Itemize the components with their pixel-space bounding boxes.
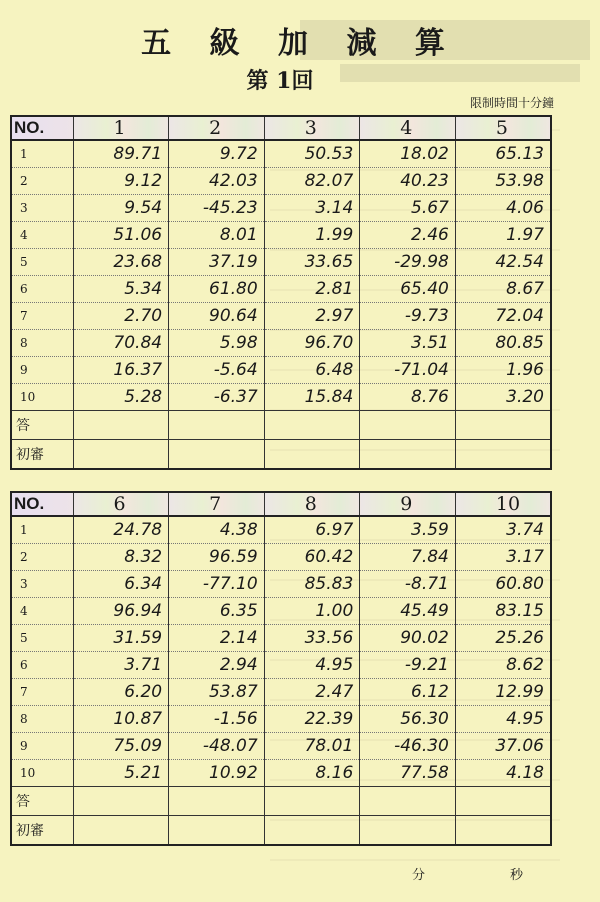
value-cell: 8.76 [360, 384, 456, 411]
table-row [11, 598, 551, 625]
row-number: 8 [11, 706, 73, 733]
table-row [11, 760, 551, 787]
value-cell: -45.23 [169, 195, 265, 222]
value-cell: 33.56 [264, 625, 360, 652]
value-cell: 6.35 [169, 598, 265, 625]
value-cell: 80.85 [455, 330, 551, 357]
review-cell[interactable] [360, 440, 456, 470]
value-cell: 1.96 [455, 357, 551, 384]
value-cell: 8.16 [264, 760, 360, 787]
review-cell[interactable] [73, 440, 169, 470]
row-number: 9 [11, 357, 73, 384]
value-cell: 16.37 [73, 357, 169, 384]
answer-label: 答 [11, 411, 73, 440]
value-cell: 72.04 [455, 303, 551, 330]
row-number: 1 [11, 140, 73, 168]
table-row [11, 168, 551, 195]
review-cell[interactable] [360, 816, 456, 846]
value-cell: 2.81 [264, 276, 360, 303]
column-header: 4 [360, 116, 456, 140]
value-cell: 77.58 [360, 760, 456, 787]
answer-cell[interactable] [73, 411, 169, 440]
value-cell: 7.84 [360, 544, 456, 571]
value-cell: 18.02 [360, 140, 456, 168]
value-cell: 65.13 [455, 140, 551, 168]
row-number: 9 [11, 733, 73, 760]
time-limit-note: 限制時間十分鐘 [469, 96, 554, 110]
table-header-row [11, 116, 551, 140]
review-cell[interactable] [455, 440, 551, 470]
value-cell: -48.07 [169, 733, 265, 760]
answer-cell[interactable] [169, 411, 265, 440]
value-cell: -77.10 [169, 571, 265, 598]
value-cell: 8.62 [455, 652, 551, 679]
value-cell: 40.23 [360, 168, 456, 195]
value-cell: 56.30 [360, 706, 456, 733]
table-row [11, 544, 551, 571]
value-cell: 5.21 [73, 760, 169, 787]
row-number: 10 [11, 760, 73, 787]
value-cell: 10.87 [73, 706, 169, 733]
table-row [11, 249, 551, 276]
value-cell: 2.94 [169, 652, 265, 679]
exercise-table-2 [10, 491, 552, 846]
value-cell: 5.28 [73, 384, 169, 411]
value-cell: 8.32 [73, 544, 169, 571]
value-cell: 37.19 [169, 249, 265, 276]
value-cell: 4.18 [455, 760, 551, 787]
seconds-label: 秒 [510, 868, 524, 883]
value-cell: -71.04 [360, 357, 456, 384]
value-cell: 96.59 [169, 544, 265, 571]
answer-cell[interactable] [455, 787, 551, 816]
value-cell: 50.53 [264, 140, 360, 168]
value-cell: 6.12 [360, 679, 456, 706]
review-cell[interactable] [169, 440, 265, 470]
review-row [11, 816, 551, 846]
row-number: 7 [11, 303, 73, 330]
review-cell[interactable] [73, 816, 169, 846]
value-cell: 75.09 [73, 733, 169, 760]
value-cell: 42.03 [169, 168, 265, 195]
value-cell: 5.98 [169, 330, 265, 357]
table-row [11, 195, 551, 222]
answer-row [11, 787, 551, 816]
table-row [11, 357, 551, 384]
value-cell: 3.14 [264, 195, 360, 222]
value-cell: 51.06 [73, 222, 169, 249]
table-row [11, 652, 551, 679]
value-cell: 4.95 [264, 652, 360, 679]
value-cell: 45.49 [360, 598, 456, 625]
value-cell: 8.01 [169, 222, 265, 249]
row-number: 3 [11, 571, 73, 598]
header-no: NO. [11, 492, 73, 516]
review-cell[interactable] [264, 440, 360, 470]
value-cell: 78.01 [264, 733, 360, 760]
value-cell: 6.20 [73, 679, 169, 706]
table-row [11, 625, 551, 652]
table-header-row [11, 492, 551, 516]
row-number: 6 [11, 276, 73, 303]
value-cell: 2.70 [73, 303, 169, 330]
row-number: 1 [11, 516, 73, 544]
table-row [11, 140, 551, 168]
value-cell: 85.83 [264, 571, 360, 598]
column-header: 8 [264, 492, 360, 516]
row-number: 5 [11, 249, 73, 276]
value-cell: 89.71 [73, 140, 169, 168]
value-cell: -9.21 [360, 652, 456, 679]
table-row [11, 276, 551, 303]
value-cell: 1.00 [264, 598, 360, 625]
row-number: 6 [11, 652, 73, 679]
table-row [11, 679, 551, 706]
value-cell: 3.17 [455, 544, 551, 571]
value-cell: 33.65 [264, 249, 360, 276]
value-cell: 3.20 [455, 384, 551, 411]
table-row [11, 516, 551, 544]
column-header: 2 [169, 116, 265, 140]
value-cell: -1.56 [169, 706, 265, 733]
row-number: 10 [11, 384, 73, 411]
value-cell: -8.71 [360, 571, 456, 598]
value-cell: 23.68 [73, 249, 169, 276]
value-cell: 22.39 [264, 706, 360, 733]
row-number: 4 [11, 598, 73, 625]
value-cell: -9.73 [360, 303, 456, 330]
answer-cell[interactable] [360, 411, 456, 440]
value-cell: 37.06 [455, 733, 551, 760]
value-cell: -29.98 [360, 249, 456, 276]
value-cell: 6.34 [73, 571, 169, 598]
value-cell: 3.51 [360, 330, 456, 357]
value-cell: 3.74 [455, 516, 551, 544]
column-header: 9 [360, 492, 456, 516]
answer-cell[interactable] [360, 787, 456, 816]
review-cell[interactable] [455, 816, 551, 846]
value-cell: 90.64 [169, 303, 265, 330]
answer-cell[interactable] [455, 411, 551, 440]
table-row [11, 222, 551, 249]
value-cell: 9.72 [169, 140, 265, 168]
value-cell: 65.40 [360, 276, 456, 303]
value-cell: 82.07 [264, 168, 360, 195]
value-cell: 24.78 [73, 516, 169, 544]
value-cell: 5.34 [73, 276, 169, 303]
value-cell: -6.37 [169, 384, 265, 411]
value-cell: 53.98 [455, 168, 551, 195]
answer-row [11, 411, 551, 440]
value-cell: 3.59 [360, 516, 456, 544]
value-cell: 4.06 [455, 195, 551, 222]
review-cell[interactable] [169, 816, 265, 846]
value-cell: 42.54 [455, 249, 551, 276]
column-header: 3 [264, 116, 360, 140]
value-cell: 90.02 [360, 625, 456, 652]
value-cell: 96.94 [73, 598, 169, 625]
value-cell: 1.97 [455, 222, 551, 249]
review-label: 初審 [11, 440, 73, 470]
column-header: 5 [455, 116, 551, 140]
answer-cell[interactable] [264, 787, 360, 816]
value-cell: 10.92 [169, 760, 265, 787]
header-no: NO. [11, 116, 73, 140]
value-cell: 4.95 [455, 706, 551, 733]
value-cell: 53.87 [169, 679, 265, 706]
review-row [11, 440, 551, 470]
table-row [11, 330, 551, 357]
value-cell: 83.15 [455, 598, 551, 625]
column-header: 6 [73, 492, 169, 516]
value-cell: 3.71 [73, 652, 169, 679]
value-cell: 2.97 [264, 303, 360, 330]
value-cell: 4.38 [169, 516, 265, 544]
value-cell: 25.26 [455, 625, 551, 652]
row-number: 4 [11, 222, 73, 249]
minutes-label: 分 [412, 868, 426, 883]
row-number: 2 [11, 168, 73, 195]
answer-cell[interactable] [169, 787, 265, 816]
row-number: 2 [11, 544, 73, 571]
value-cell: 5.67 [360, 195, 456, 222]
row-number: 3 [11, 195, 73, 222]
value-cell: 9.54 [73, 195, 169, 222]
table-row [11, 733, 551, 760]
answer-cell[interactable] [73, 787, 169, 816]
value-cell: 8.67 [455, 276, 551, 303]
table-row [11, 384, 551, 411]
value-cell: 15.84 [264, 384, 360, 411]
value-cell: 2.46 [360, 222, 456, 249]
value-cell: 96.70 [264, 330, 360, 357]
value-cell: 1.99 [264, 222, 360, 249]
row-number: 7 [11, 679, 73, 706]
value-cell: 12.99 [455, 679, 551, 706]
column-header: 10 [455, 492, 551, 516]
value-cell: 6.97 [264, 516, 360, 544]
value-cell: 6.48 [264, 357, 360, 384]
answer-cell[interactable] [264, 411, 360, 440]
round-subtitle: 第 1回 [246, 68, 314, 94]
review-label: 初審 [11, 816, 73, 846]
value-cell: 31.59 [73, 625, 169, 652]
value-cell: -46.30 [360, 733, 456, 760]
table-row [11, 303, 551, 330]
value-cell: 60.42 [264, 544, 360, 571]
row-number: 8 [11, 330, 73, 357]
column-header: 7 [169, 492, 265, 516]
value-cell: 2.47 [264, 679, 360, 706]
exercise-table-1 [10, 115, 552, 470]
value-cell: 2.14 [169, 625, 265, 652]
row-number: 5 [11, 625, 73, 652]
page-title: 五 級 加 減 算 [141, 26, 459, 61]
review-cell[interactable] [264, 816, 360, 846]
value-cell: 60.80 [455, 571, 551, 598]
answer-label: 答 [11, 787, 73, 816]
column-header: 1 [73, 116, 169, 140]
table-row [11, 571, 551, 598]
value-cell: 70.84 [73, 330, 169, 357]
value-cell: 9.12 [73, 168, 169, 195]
table-row [11, 706, 551, 733]
value-cell: -5.64 [169, 357, 265, 384]
value-cell: 61.80 [169, 276, 265, 303]
